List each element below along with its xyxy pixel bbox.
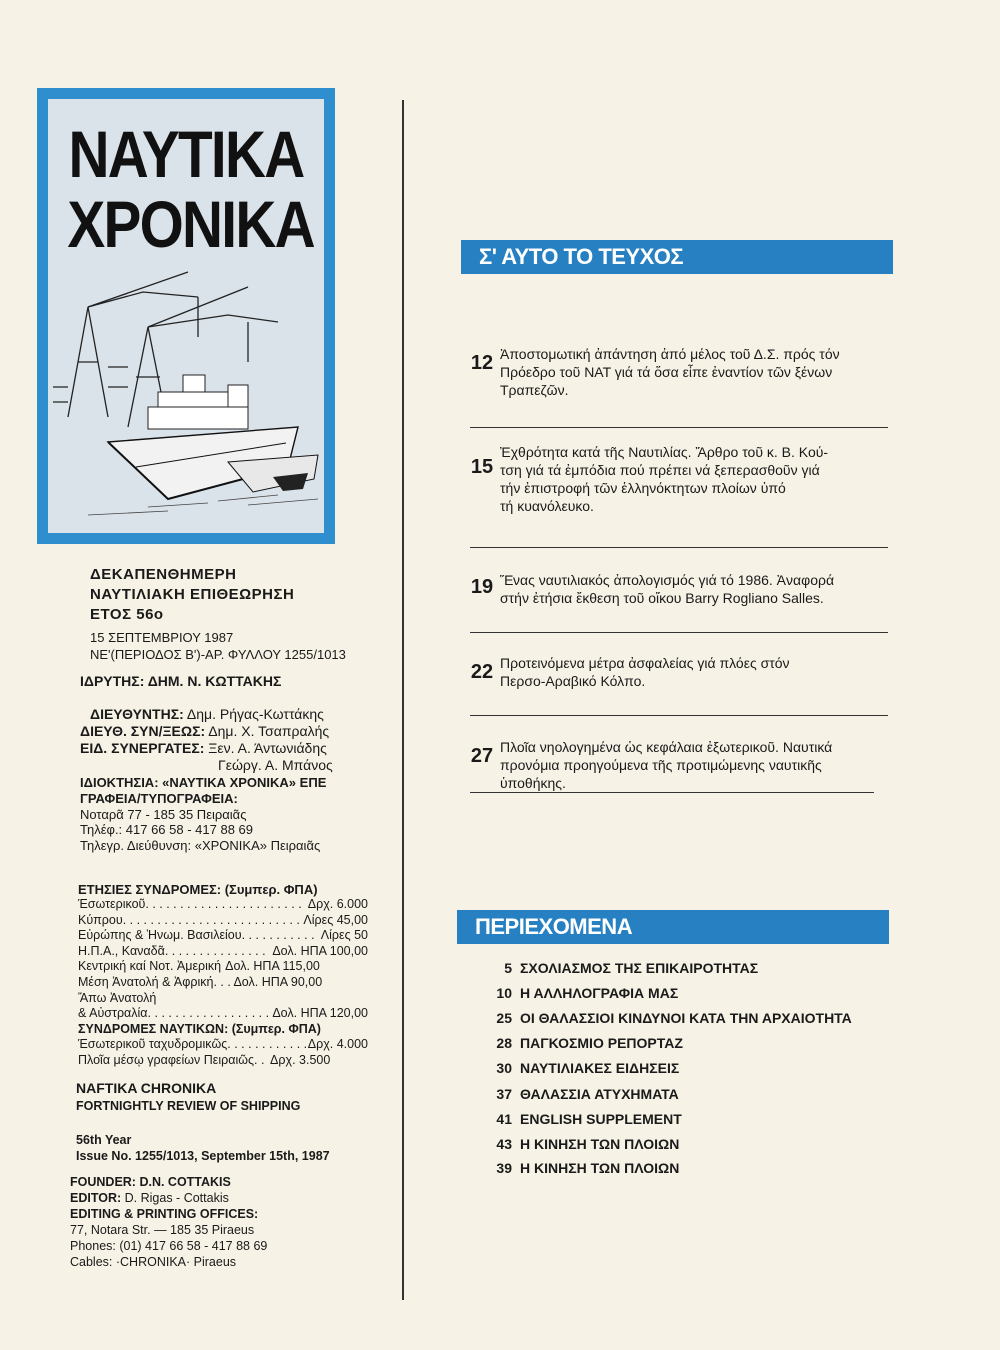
issue-date: 15 ΣΕΠΤΕΜΒΡΙΟΥ 1987 xyxy=(90,630,234,645)
toc-row xyxy=(470,1010,900,1026)
sub-value: Δολ. ΗΠΑ 100,00 xyxy=(272,943,368,958)
toc-title: Η ΚΙΝΗΣΗ ΤΩΝ ΠΛΟΙΩΝ xyxy=(520,1160,680,1176)
in-this-issue-heading: Σ' ΑΥΤΟ ΤΟ ΤΕΥΧΟΣ xyxy=(461,240,893,274)
masthead-line-1: ΝΑΥΤΙΚΑ xyxy=(68,117,304,191)
editor-name: Δημ. Χ. Τσαπραλής xyxy=(208,723,330,739)
subscription-row xyxy=(78,1006,368,1022)
subscription-row xyxy=(78,913,368,929)
editor-label: ΔΙΕΥΘ. ΣΥΝ/ΞΕΩΣ: xyxy=(80,723,206,739)
issue-item-line: προνόμια προηγούμενα τῆς προτιμώμενης ναυτικῆς xyxy=(500,757,822,773)
toc-title: ΝΑΥΤΙΛΙΑΚΕΣ ΕΙΔΗΣΕΙΣ xyxy=(520,1060,680,1076)
issue-item-line: τήν ἐπιστροφή τῶν ἑλληνόκτητων πλοίων ὑπό xyxy=(500,480,786,496)
toc-row xyxy=(470,1136,900,1152)
toc-page: 37 xyxy=(496,1086,512,1102)
separator xyxy=(470,427,888,428)
subtitle-line-3: ΕΤΟΣ 56ο xyxy=(90,606,164,623)
english-editor-line xyxy=(70,1191,229,1205)
contrib-name-2: Γεώργ. Α. Μπάνος xyxy=(218,757,333,773)
issue-item-line: Πλοῖα νηολογημένα ὡς κεφάλαια ἐξωτερικοῦ. Ναυτικά xyxy=(500,739,833,755)
english-founder: FOUNDER: D.N. COTTAKIS xyxy=(70,1175,231,1189)
english-phones: Phones: (01) 417 66 58 - 417 88 69 xyxy=(70,1239,268,1253)
toc-page: 28 xyxy=(496,1035,512,1051)
issue-item-line: στήν ἐτήσια ἔκθεση τοῦ οἴκου Barry Rogliano Salles. xyxy=(500,590,824,606)
toc-page: 43 xyxy=(496,1136,512,1152)
separator xyxy=(470,547,888,548)
english-offices: EDITING & PRINTING OFFICES: xyxy=(70,1207,259,1221)
toc-row xyxy=(470,1160,900,1176)
issue-item-page: 15 xyxy=(470,456,494,478)
issue-item-text xyxy=(500,738,900,792)
founder-gr: ΙΔΡΥΤΗΣ: ΔΗΜ. Ν. ΚΩΤΤΑΚΗΣ xyxy=(80,673,282,689)
subscription-row xyxy=(78,975,368,991)
issue-item-line: Προτεινόμενα μέτρα ἀσφαλείας γιά πλόες στόν xyxy=(500,655,790,671)
subscription-row xyxy=(78,991,368,1007)
issue-item-line: Πρόεδρο τοῦ ΝΑΤ γιά τά ὅσα εἶπε ἐναντίον τῶν ξένων xyxy=(500,364,833,380)
separator xyxy=(470,792,874,793)
issue-item-line: Ἀποστομωτική ἀπάντηση ἀπό μέλος τοῦ Δ.Σ. πρός τόν xyxy=(500,346,840,362)
separator xyxy=(470,715,888,716)
english-cables: Cables: ·CHRONIKA· Piraeus xyxy=(70,1255,237,1269)
sub-value: Δρχ. 6.000 xyxy=(307,897,368,911)
sub-label: Κεντρική καί Νοτ. Ἀμερική xyxy=(78,959,222,974)
toc-title: Η ΚΙΝΗΣΗ ΤΩΝ ΠΛΟΙΩΝ xyxy=(520,1136,680,1152)
separator xyxy=(470,632,888,633)
subtitle-line-2: ΝΑΥΤΙΛΙΑΚΗ ΕΠΙΘΕΩΡΗΣΗ xyxy=(90,586,295,603)
toc-title: Η ΑΛΛΗΛΟΓΡΑΦΙΑ ΜΑΣ xyxy=(520,985,679,1001)
sub-value: Δολ. ΗΠΑ 115,00 xyxy=(225,959,320,974)
sub-label: Έσωτερικοῦ xyxy=(78,897,146,911)
issue-item-text xyxy=(500,345,900,399)
sub-value: Δολ. ΗΠΑ 120,00 xyxy=(272,1006,368,1021)
issue-item-line: Ἐχθρότητα κατά τῆς Ναυτιλίας. Ἄρθρο τοῦ κ. Β. Κού- xyxy=(500,444,829,460)
sub-label: Έσωτερικοῦ ταχυδρομικῶς xyxy=(78,1037,228,1052)
cover-inner xyxy=(48,99,324,533)
english-address: 77, Notara Str. — 185 35 Piraeus xyxy=(70,1223,255,1237)
issue-item-text xyxy=(500,571,900,607)
contrib-name-1: Ξεν. Α. Άντωνιάδης xyxy=(208,740,327,756)
toc-row xyxy=(470,985,900,1001)
issue-item-page: 12 xyxy=(470,352,494,374)
sub-label: Εὐρώπης & Ἡνωμ. Βασιλείου xyxy=(78,928,242,943)
toc-page: 41 xyxy=(496,1111,512,1127)
toc-row xyxy=(470,960,900,976)
sub-label: & Αὐστραλία xyxy=(78,1006,148,1021)
sub-label: Μέση Ἀνατολή & Ἀφρική xyxy=(78,974,214,989)
sub-value: Λίρες 45,00 xyxy=(303,912,368,927)
issue-item-text xyxy=(500,443,900,515)
offices-gr: ΓΡΑΦΕΙΑ/ΤΥΠΟΓΡΑΦΕΙΑ: xyxy=(80,791,238,806)
sub-label: Η.Π.Α., Καναδᾶ xyxy=(78,943,165,958)
director-line xyxy=(90,706,324,722)
sub-label: Πλοῖα μέσῳ γραφείων Πειραιῶς xyxy=(78,1052,255,1067)
telegraph-gr: Τηλεγρ. Διεύθυνση: «ΧΡΟΝΙΚΑ» Πειραιᾶς xyxy=(80,838,321,853)
toc-title: ΣΧΟΛΙΑΣΜΟΣ ΤΗΣ ΕΠΙΚΑΙΡΟΤΗΤΑΣ xyxy=(520,960,759,976)
subscription-row xyxy=(78,1053,368,1069)
director-name: Δημ. Ρήγας-Κωττάκης xyxy=(186,706,324,722)
issue-item-page: 19 xyxy=(470,576,494,598)
toc-row xyxy=(470,1035,900,1051)
contents-heading: ΠΕΡΙΕΧΟΜΕΝΑ xyxy=(457,910,889,944)
sub-value: Δρχ. 4.000 xyxy=(307,1037,368,1052)
subscription-row xyxy=(78,928,368,944)
subscription-row xyxy=(78,959,368,975)
english-subtitle: FORTNIGHTLY REVIEW OF SHIPPING xyxy=(76,1099,301,1113)
cover-image xyxy=(37,88,335,544)
toc-row xyxy=(470,1060,900,1076)
contrib-label: ΕΙΔ. ΣΥΝΕΡΓΑΤΕΣ: xyxy=(80,740,205,756)
column-divider xyxy=(402,100,404,1300)
issue-item-line: τση γιά τά ἐμπόδια πού πρέπει νά ξεπερασθοῦν γιά xyxy=(500,462,820,478)
ownership: ΙΔΙΟΚΤΗΣΙΑ: «ΝΑΥΤΙΚΑ ΧΡΟΝΙΚΑ» ΕΠΕ xyxy=(80,775,327,790)
masthead-line-2: ΧΡΟΝΙΚΑ xyxy=(67,187,314,261)
issue-item-page: 22 xyxy=(470,661,494,683)
issue-item-page: 27 xyxy=(470,745,494,767)
toc-title: ΠΑΓΚΟΣΜΙΟ ΡΕΠΟΡΤΑΖ xyxy=(520,1035,683,1051)
toc-page: 5 xyxy=(504,960,512,976)
subscription-row xyxy=(78,897,368,913)
issue-number: ΝΕ'(ΠΕΡΙΟΔΟΣ Β')-ΑΡ. ΦΥΛΛΟΥ 1255/1013 xyxy=(90,647,346,662)
toc-page: 30 xyxy=(496,1060,512,1076)
issue-item-line: ὑποθήκης. xyxy=(500,775,566,791)
toc-title: ΘΑΛΑΣΣΙΑ ΑΤΥΧΗΜΑΤΑ xyxy=(520,1086,679,1102)
sub-value: Δολ. ΗΠΑ 90,00 xyxy=(233,974,323,989)
issue-item-text xyxy=(500,654,900,690)
issue-item-line: τή κυανόλευκο. xyxy=(500,498,594,514)
toc-row xyxy=(470,1086,900,1102)
address-gr: Νοταρᾶ 77 - 185 35 Πειραιᾶς xyxy=(80,807,247,822)
contrib-line xyxy=(80,740,327,756)
subscriptions-heading-2: ΣΥΝΔΡΟΜΕΣ ΝΑΥΤΙΚΩΝ: (Συμπερ. ΦΠΑ) xyxy=(78,1021,321,1036)
editor-line xyxy=(80,723,329,739)
sub-value: Δρχ. 3.500 xyxy=(270,1052,331,1067)
issue-item-line: Ἕνας ναυτιλιακός ἀπολογισμός γιά τό 1986. Ἀναφορά xyxy=(500,572,835,588)
sub-label: Ἄπω Ἀνατολή xyxy=(78,990,157,1005)
toc-page: 10 xyxy=(496,985,512,1001)
subtitle-line-1: ΔΕΚΑΠΕΝΘΗΜΕΡΗ xyxy=(90,566,237,583)
ship-crane-illustration xyxy=(48,267,324,533)
phone-gr: Τηλέφ.: 417 66 58 - 417 88 69 xyxy=(80,822,253,837)
english-editor-label: EDITOR: xyxy=(70,1191,122,1205)
toc-title: ENGLISH SUPPLEMENT xyxy=(520,1111,682,1127)
english-issue: Issue No. 1255/1013, September 15th, 1987 xyxy=(76,1149,330,1163)
subscriptions-table xyxy=(78,897,368,1069)
subscription-row xyxy=(78,1037,368,1053)
issue-item-line: Τραπεζῶν. xyxy=(500,382,569,398)
english-editor: D. Rigas - Cottakis xyxy=(124,1191,229,1205)
issue-item-line: Περσο-Αραβικό Κόλπο. xyxy=(500,673,646,689)
toc-row xyxy=(470,1111,900,1127)
english-title: NAFTIKA CHRONIKA xyxy=(76,1080,217,1096)
toc-title: ΟΙ ΘΑΛΑΣΣΙΟΙ ΚΙΝΔΥΝΟΙ ΚΑΤΑ ΤΗΝ ΑΡΧΑΙΟΤΗΤΑ xyxy=(520,1010,852,1026)
subscription-row xyxy=(78,944,368,960)
english-year: 56th Year xyxy=(76,1133,132,1147)
sub-value: Λίρες 50 xyxy=(320,928,368,943)
toc-page: 39 xyxy=(496,1160,512,1176)
sub-label: Κύπρου xyxy=(78,912,123,927)
subscriptions-heading: ΕΤΗΣΙΕΣ ΣΥΝΔΡΟΜΕΣ: (Συμπερ. ΦΠΑ) xyxy=(78,882,318,897)
director-label: ΔΙΕΥΘΥΝΤΗΣ: xyxy=(90,706,184,722)
toc-page: 25 xyxy=(496,1010,512,1026)
